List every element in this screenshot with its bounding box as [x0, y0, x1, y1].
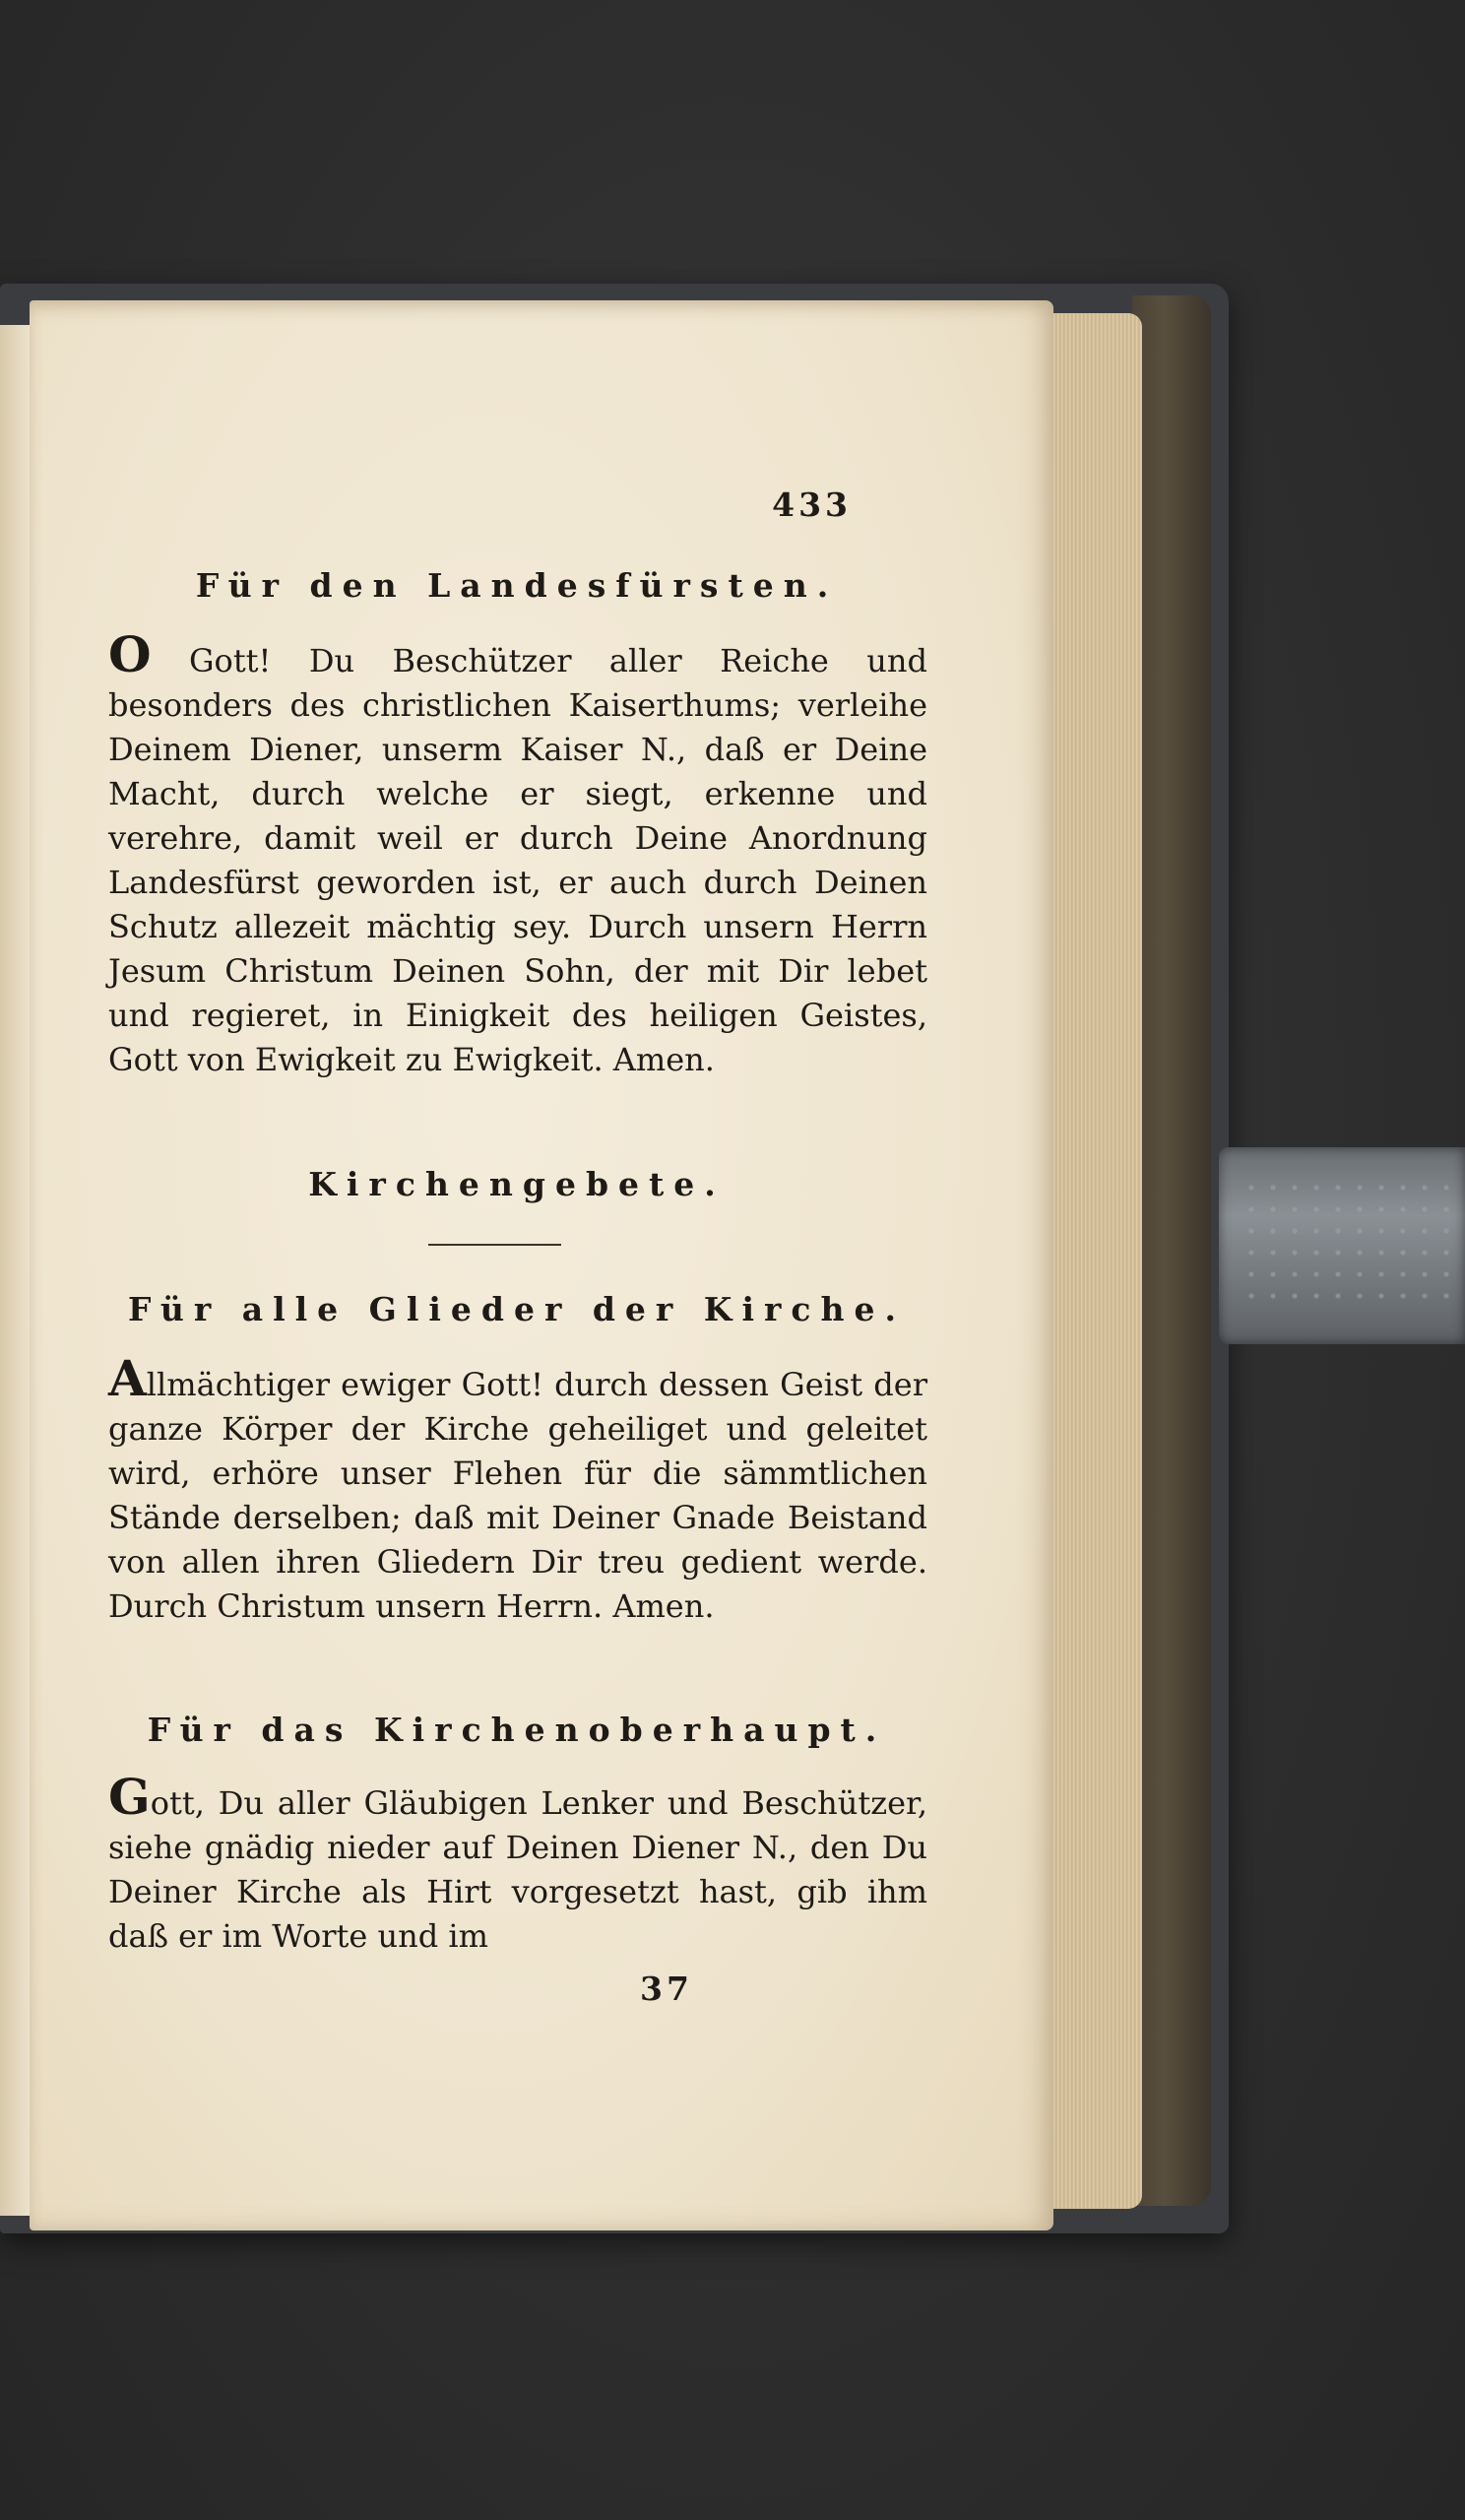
section-heading-kirchenoberhaupt: Für das Kirchenoberhaupt.	[147, 1711, 887, 1749]
page-number: 433	[772, 485, 852, 524]
initial-letter: G	[108, 1768, 151, 1826]
previous-page-edge	[0, 325, 30, 2216]
initial-letter: O	[108, 625, 152, 683]
prayer-kirchenoberhaupt	[108, 1768, 927, 1959]
signature-mark: 37	[640, 1970, 693, 2008]
section-heading-kirchengebete: Kirchengebete.	[308, 1165, 726, 1203]
section-heading-landesfuerst: Für den Landesfürsten.	[195, 566, 839, 605]
prayer-text: Gott! Du Beschützer aller Reiche und besonders des christlichen Kaiserthums; verleihe Deinem Diener, unserm Kaiser N., daß er Deine Macht, durch welche er siegt, erkenne und verehre, damit weil er durch Deine Anordnung Landesfürst geworden ist, er auch durch Deinen Schutz allezeit mächtig sey. Durch unsern Herrn Jesum Christum Deinen Sohn, der mit Dir lebet und regieret, in Einigkeit des heiligen Geistes, Gott von Ewigkeit zu Ewigkeit. Amen.	[108, 642, 927, 1078]
prayer-text: ott, Du aller Gläubigen Lenker und Beschützer, siehe gnädig nieder auf Deinen Diener N., den Du Deiner Kirche als Hirt vorgesetzt hast, gib ihm daß er im Worte und im	[108, 1784, 927, 1955]
prayer-text: llmächtiger ewiger Gott! durch dessen Geist der ganze Körper der Kirche geheiliget und geleitet wird, erhöre unser Flehen für die sämmtlichen Stände derselben; daß mit Deiner Gnade Beistand von allen ihren Gliedern Dir treu gedient werde. Durch Christum unsern Herrn. Amen.	[108, 1366, 927, 1625]
clasp-ornament	[1241, 1177, 1457, 1315]
initial-letter: A	[108, 1349, 147, 1407]
book-spine-edge	[1132, 295, 1211, 2206]
prayer-glieder	[108, 1349, 927, 1629]
section-heading-glieder: Für alle Glieder der Kirche.	[128, 1290, 906, 1328]
prayer-landesfuerst	[108, 625, 927, 1082]
book-page	[30, 300, 1053, 2230]
page-stack	[1039, 313, 1142, 2209]
divider	[428, 1244, 561, 1246]
